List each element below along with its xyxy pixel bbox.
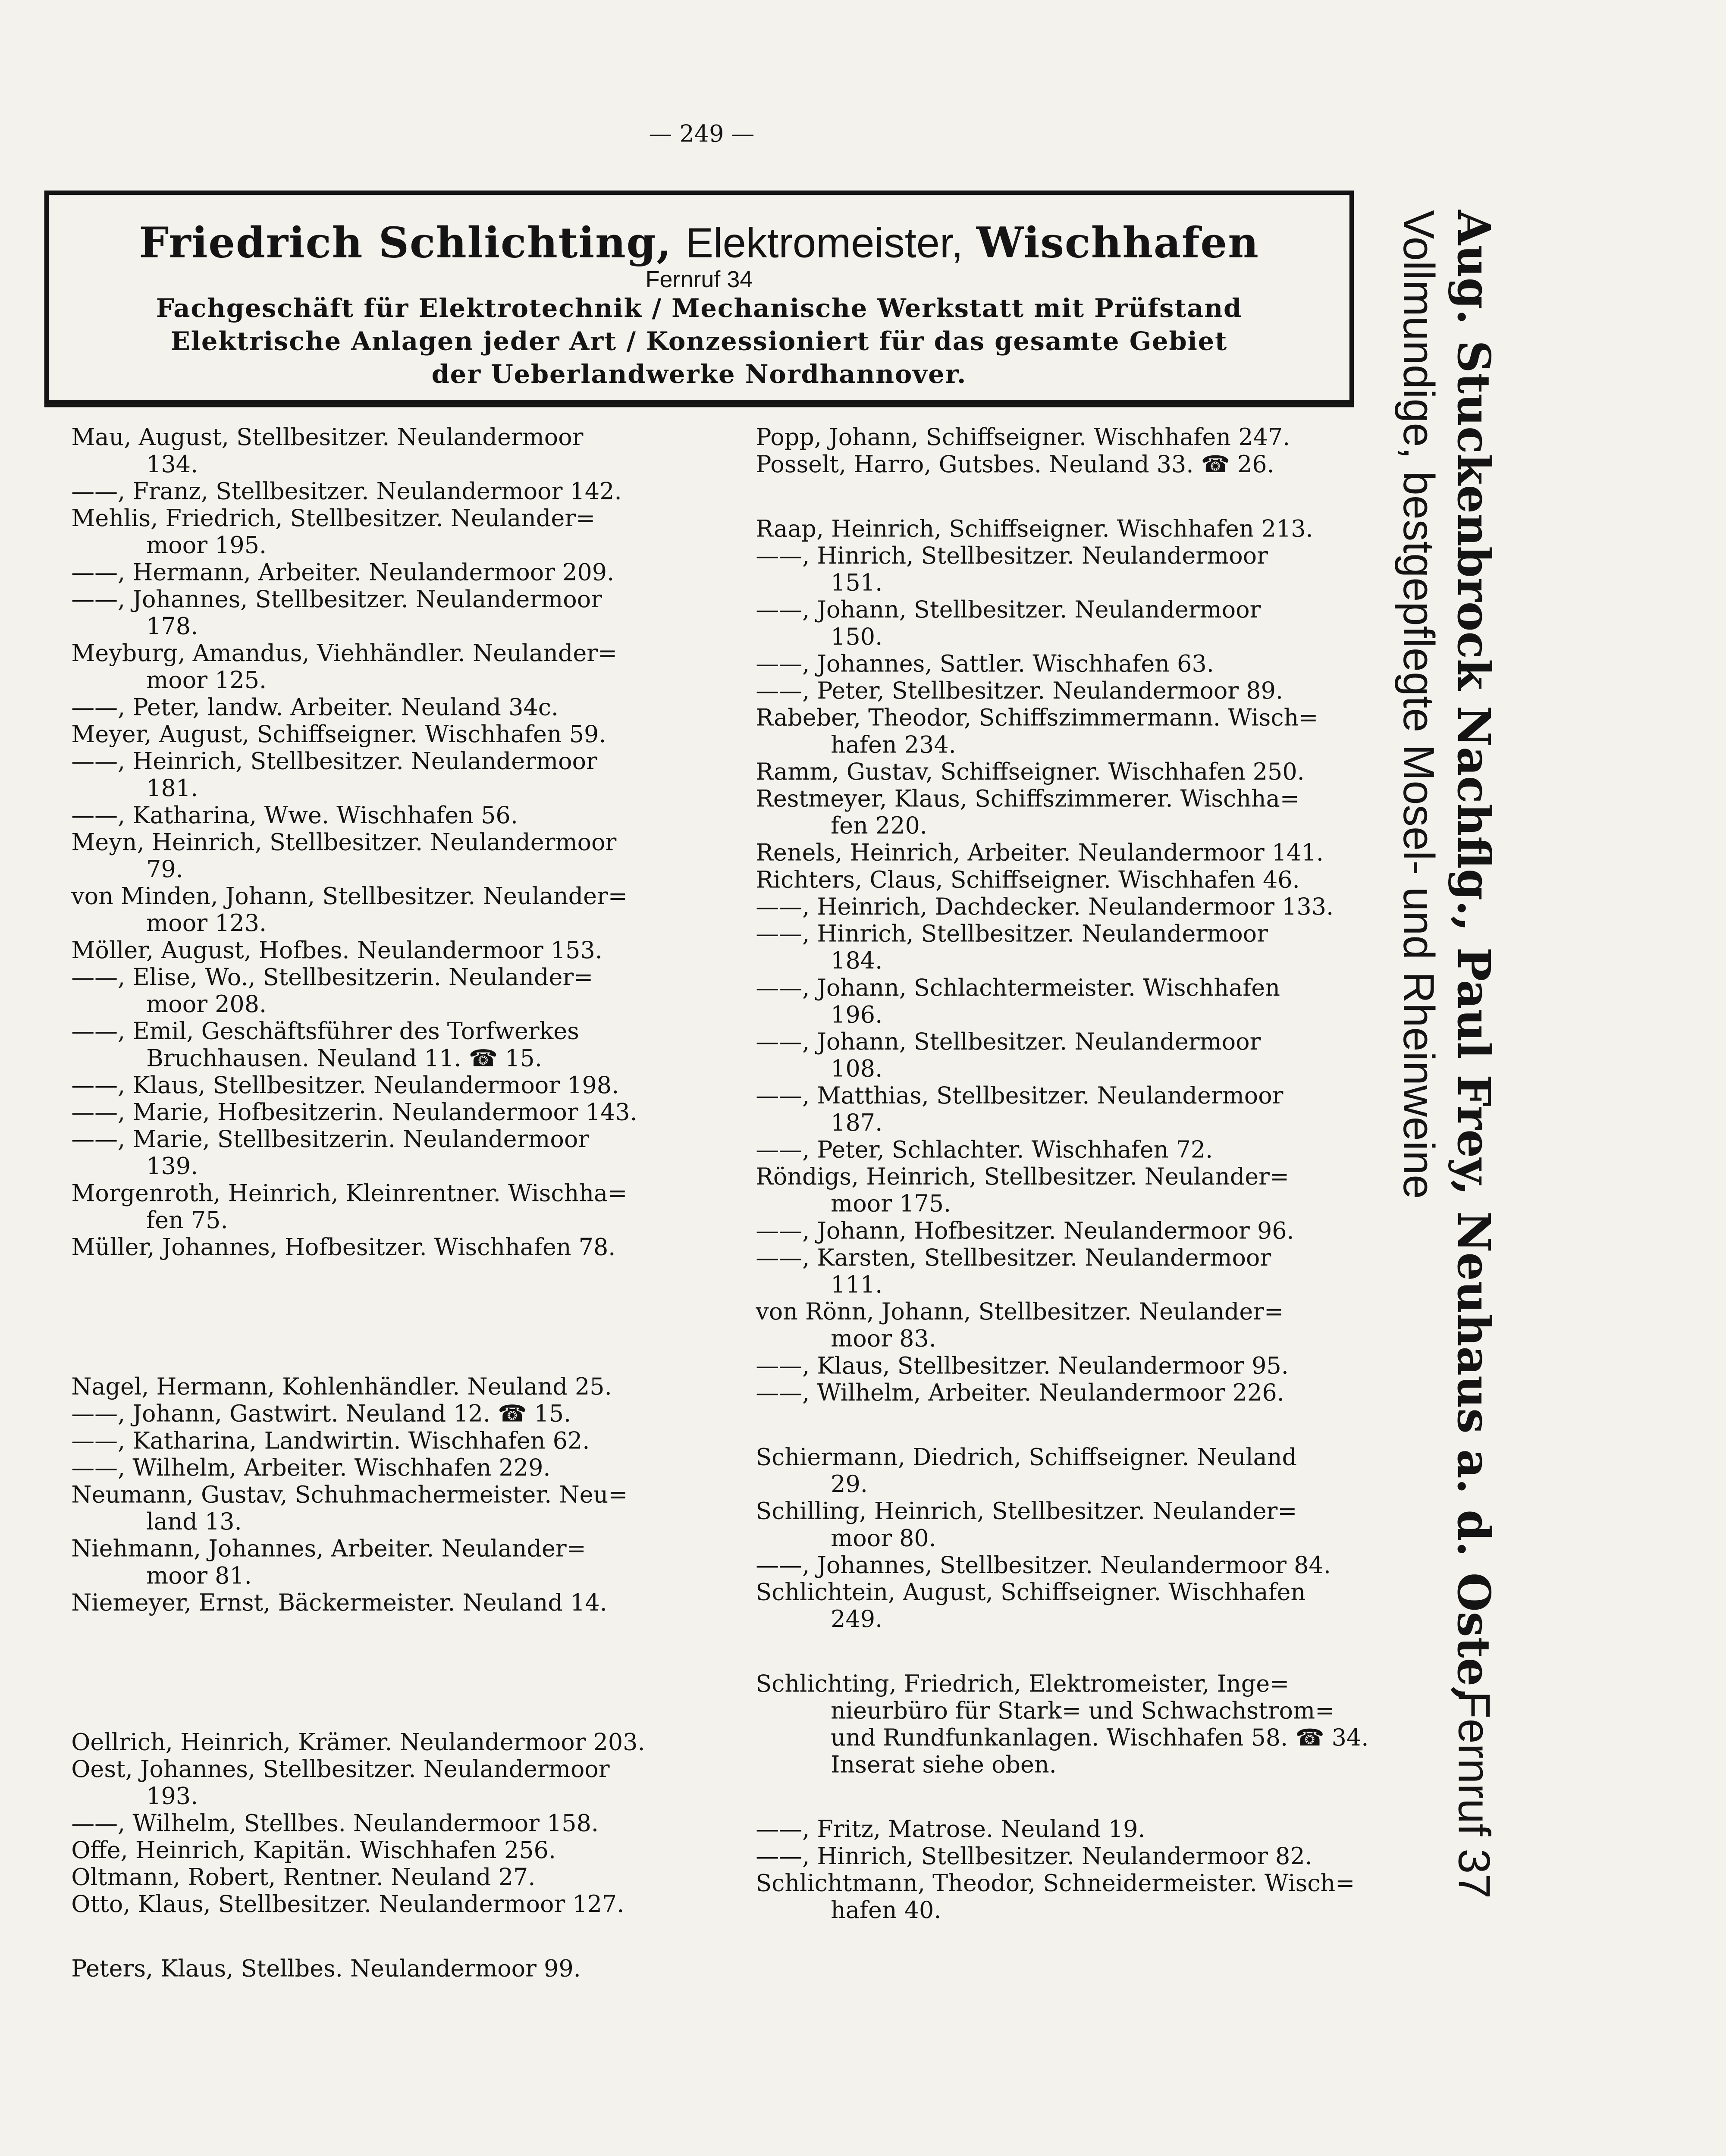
directory-entry xyxy=(756,893,1382,920)
entry-text: ——, Katharina, Wwe. Wischhafen 56. xyxy=(71,801,518,829)
directory-entry xyxy=(71,1955,697,1982)
entry-continuation: moor 175. xyxy=(831,1190,951,1217)
ad-line-1: Fachgeschäft für Elektrotechnik / Mechanische Werkstatt mit Prüfstand xyxy=(156,293,1243,323)
directory-entry xyxy=(756,1163,1382,1217)
entry-text: ——, Johannes, Stellbesitzer. Neulandermoor 84. xyxy=(756,1551,1331,1579)
entry-continuation: moor 81. xyxy=(146,1561,252,1589)
entry-text: ——, Matthias, Stellbesitzer. Neulandermoor xyxy=(756,1081,1284,1109)
entry-continuation: moor 195. xyxy=(146,531,267,559)
entry-text: ——, Emil, Geschäftsführer des Torfwerkes xyxy=(71,1017,579,1045)
directory-entry xyxy=(756,785,1382,839)
directory-entry xyxy=(71,1454,697,1481)
entry-text: Morgenroth, Heinrich, Kleinrentner. Wischha= xyxy=(71,1179,628,1207)
side-ad-line-2: Vollmundige, bestgepflegte Mosel- und Rheinweine xyxy=(1394,210,1444,1199)
entry-continuation: 134. xyxy=(146,450,198,478)
entry-text: Oltmann, Robert, Rentner. Neuland 27. xyxy=(71,1863,536,1891)
entry-text: ——, Elise, Wo., Stellbesitzerin. Neulander= xyxy=(71,963,593,991)
entry-text: Popp, Johann, Schiffseigner. Wischhafen 247. xyxy=(756,423,1290,451)
directory-entry xyxy=(756,596,1382,650)
directory-entry xyxy=(756,1379,1382,1406)
entry-text: Offe, Heinrich, Kapitän. Wischhafen 256. xyxy=(71,1836,556,1864)
section-gap xyxy=(756,1406,1382,1444)
directory-entry xyxy=(756,704,1382,758)
directory-entry xyxy=(756,1028,1382,1082)
directory-entry xyxy=(756,424,1382,451)
directory-entry xyxy=(71,424,697,478)
entry-text: ——, Johann, Hofbesitzer. Neulandermoor 96. xyxy=(756,1216,1294,1244)
directory-entry xyxy=(71,802,697,829)
ad-headline xyxy=(49,218,1349,268)
entry-text: Schlichting, Friedrich, Elektromeister, Inge= xyxy=(756,1670,1290,1697)
ad-town: Wischhafen xyxy=(976,218,1259,268)
section-gap xyxy=(756,478,1382,515)
directory-entry xyxy=(756,1136,1382,1163)
ad-phone: Fernruf 34 xyxy=(645,266,753,293)
directory-entry xyxy=(71,1180,697,1234)
directory-entry xyxy=(71,1864,697,1891)
entry-text: Rabeber, Theodor, Schiffszimmermann. Wisch= xyxy=(756,704,1318,731)
entry-text: ——, Peter, Schlachter. Wischhafen 72. xyxy=(756,1136,1213,1163)
directory-entry xyxy=(71,1755,697,1809)
entry-continuation: 108. xyxy=(831,1055,883,1082)
entry-text: ——, Johann, Stellbesitzer. Neulandermoor xyxy=(756,1028,1261,1056)
entry-text: von Rönn, Johann, Stellbesitzer. Neulander= xyxy=(756,1297,1284,1326)
directory-entry xyxy=(756,866,1382,893)
entry-text: ——, Johann, Stellbesitzer. Neulandermoor xyxy=(756,595,1261,624)
entry-text: Ramm, Gustav, Schiffseigner. Wischhafen 250. xyxy=(756,758,1305,785)
entry-continuation: 151. xyxy=(831,569,883,596)
entry-text: Raap, Heinrich, Schiffseigner. Wischhafen 213. xyxy=(756,514,1313,542)
page-number: — 249 — xyxy=(649,120,755,147)
entry-text: Oest, Johannes, Stellbesitzer. Neulandermoor xyxy=(71,1755,610,1783)
directory-entry xyxy=(756,677,1382,704)
directory-entry xyxy=(71,1018,697,1072)
directory-entry xyxy=(71,1810,697,1837)
directory-entry xyxy=(71,586,697,639)
entry-text: Richters, Claus, Schiffseigner. Wischhafen 46. xyxy=(756,865,1300,893)
directory-entry xyxy=(756,920,1382,974)
section-gap xyxy=(71,1261,697,1373)
entry-continuation: 111. xyxy=(831,1271,883,1298)
entry-text: ——, Wilhelm, Stellbes. Neulandermoor 158. xyxy=(71,1809,599,1837)
directory-entry xyxy=(71,1072,697,1099)
entry-text: Meyer, August, Schiffseigner. Wischhafen 59. xyxy=(71,720,606,748)
entry-text: Niehmann, Johannes, Arbeiter. Neulander= xyxy=(71,1535,586,1562)
entry-text: Mau, August, Stellbesitzer. Neulandermoor xyxy=(71,423,584,451)
directory-entry xyxy=(71,937,697,964)
directory-entry xyxy=(756,1244,1382,1298)
entry-text: Meyburg, Amandus, Viehhändler. Neulander= xyxy=(71,639,618,667)
entry-text: ——, Hermann, Arbeiter. Neulandermoor 209. xyxy=(71,558,615,586)
directory-entry xyxy=(71,1126,697,1180)
entry-continuation: 181. xyxy=(146,774,198,802)
entry-text: ——, Franz, Stellbesitzer. Neulandermoor 142. xyxy=(71,477,622,505)
entry-continuation: Bruchhausen. Neuland 11. ☎ 15. xyxy=(146,1044,542,1072)
directory-entry xyxy=(71,505,697,558)
entry-text: Posselt, Harro, Gutsbes. Neuland 33. ☎ 26. xyxy=(756,450,1274,478)
entry-continuation: hafen 40. xyxy=(831,1896,941,1924)
directory-entry xyxy=(71,1535,697,1589)
directory-entry xyxy=(71,721,697,748)
entry-continuation: 178. xyxy=(146,612,198,640)
entry-text: ——, Hinrich, Stellbesitzer. Neulandermoor xyxy=(756,542,1268,570)
entry-text: Schlichtein, August, Schiffseigner. Wischhafen xyxy=(756,1578,1306,1606)
entry-continuation: 187. xyxy=(831,1109,883,1136)
directory-entry xyxy=(71,478,697,505)
directory-entry xyxy=(756,1352,1382,1379)
side-advertisement xyxy=(1358,210,1500,2017)
entry-text: Möller, August, Hofbes. Neulandermoor 153. xyxy=(71,936,603,964)
directory-entry xyxy=(71,1481,697,1535)
section-gap xyxy=(71,1918,697,1955)
directory-entry xyxy=(71,1891,697,1918)
entry-text: Schlichtmann, Theodor, Schneidermeister. Wisch= xyxy=(756,1869,1355,1897)
entry-text: Otto, Klaus, Stellbesitzer. Neulandermoor 127. xyxy=(71,1890,624,1918)
directory-entry xyxy=(756,1217,1382,1244)
entry-text: ——, Heinrich, Stellbesitzer. Neulandermoor xyxy=(71,747,597,775)
entry-continuation: moor 208. xyxy=(146,990,267,1018)
ad-line-3: der Ueberlandwerke Nordhannover. xyxy=(431,359,967,389)
directory-entry xyxy=(756,1298,1382,1352)
entry-continuation: moor 80. xyxy=(831,1524,936,1552)
entry-text: ——, Hinrich, Stellbesitzer. Neulandermoor 82. xyxy=(756,1842,1312,1870)
directory-entry xyxy=(71,1729,697,1756)
directory-entry xyxy=(756,451,1382,478)
section-gap xyxy=(756,1778,1382,1816)
side-ad-phone: Fernruf 37 xyxy=(1449,1691,1500,1899)
entry-text: ——, Johannes, Stellbesitzer. Neulandermoor xyxy=(71,585,602,613)
directory-entry xyxy=(756,1843,1382,1870)
entry-continuation: hafen 234. xyxy=(831,730,956,758)
entry-text: Peters, Klaus, Stellbes. Neulandermoor 99. xyxy=(71,1955,581,1982)
entry-continuation: moor 83. xyxy=(831,1325,936,1352)
entry-text: von Minden, Johann, Stellbesitzer. Neulander= xyxy=(71,882,628,910)
directory-entry xyxy=(71,1099,697,1126)
directory-entry xyxy=(756,1870,1382,1924)
entry-continuation: nieurbüro für Stark= und Schwachstrom= und Rundfunkanlagen. Wischhafen 58. ☎ 34. Inserat siehe oben. xyxy=(831,1696,1369,1778)
ad-name: Friedrich Schlichting, xyxy=(139,218,672,268)
entry-text: Nagel, Hermann, Kohlenhändler. Neuland 25. xyxy=(71,1373,612,1401)
directory-entry xyxy=(756,1816,1382,1843)
entry-text: Schiermann, Diedrich, Schiffseigner. Neuland xyxy=(756,1443,1297,1471)
directory-entry xyxy=(71,694,697,721)
entry-text: Röndigs, Heinrich, Stellbesitzer. Neulander= xyxy=(756,1163,1290,1191)
directory-entry xyxy=(756,974,1382,1028)
entry-text: ——, Fritz, Matrose. Neuland 19. xyxy=(756,1815,1145,1843)
entry-continuation: land 13. xyxy=(146,1507,242,1536)
entry-text: ——, Heinrich, Dachdecker. Neulandermoor 133. xyxy=(756,893,1334,920)
entry-continuation: fen 220. xyxy=(831,812,927,840)
directory-entry xyxy=(71,829,697,883)
entry-text: ——, Peter, landw. Arbeiter. Neuland 34c. xyxy=(71,693,559,721)
entry-continuation: 139. xyxy=(146,1152,198,1180)
entry-text: ——, Marie, Stellbesitzerin. Neulandermoor xyxy=(71,1125,590,1153)
directory-column-right xyxy=(756,424,1382,1924)
directory-entry xyxy=(756,839,1382,866)
entry-text: ——, Johann, Schlachtermeister. Wischhafen xyxy=(756,974,1280,1001)
directory-entry xyxy=(71,559,697,586)
entry-continuation: 184. xyxy=(831,946,883,975)
entry-text: ——, Klaus, Stellbesitzer. Neulandermoor 198. xyxy=(71,1071,619,1099)
directory-entry xyxy=(756,1551,1382,1579)
entry-text: Oellrich, Heinrich, Krämer. Neulandermoor 203. xyxy=(71,1728,645,1756)
entry-text: Renels, Heinrich, Arbeiter. Neulandermoor 141. xyxy=(756,839,1324,866)
entry-text: Restmeyer, Klaus, Schiffszimmerer. Wischha= xyxy=(756,785,1299,812)
entry-continuation: 150. xyxy=(831,623,883,650)
ad-trade: Elektromeister, xyxy=(685,219,963,266)
entry-continuation: moor 123. xyxy=(146,909,267,937)
entry-continuation: 79. xyxy=(146,855,183,883)
directory-entry xyxy=(756,1498,1382,1551)
entry-text: ——, Marie, Hofbesitzerin. Neulandermoor 143. xyxy=(71,1098,637,1126)
directory-entry xyxy=(71,1589,697,1616)
entry-text: ——, Karsten, Stellbesitzer. Neulandermoor xyxy=(756,1244,1271,1271)
top-advertisement xyxy=(44,191,1354,404)
entry-text: ——, Klaus, Stellbesitzer. Neulandermoor 95. xyxy=(756,1351,1289,1379)
ad-line-2: Elektrische Anlagen jeder Art / Konzessioniert für das gesamte Gebiet xyxy=(170,326,1228,357)
entry-text: Niemeyer, Ernst, Bäckermeister. Neuland 14. xyxy=(71,1589,607,1616)
directory-entry xyxy=(756,1579,1382,1633)
directory-entry xyxy=(756,650,1382,677)
entry-continuation: moor 125. xyxy=(146,666,267,694)
directory-column-left xyxy=(71,424,697,1982)
directory-entry xyxy=(71,1400,697,1427)
directory-entry xyxy=(756,542,1382,596)
entry-text: ——, Wilhelm, Arbeiter. Neulandermoor 226. xyxy=(756,1379,1284,1406)
section-gap xyxy=(71,1616,697,1729)
directory-entry xyxy=(71,1836,697,1864)
entry-text: Meyn, Heinrich, Stellbesitzer. Neulandermoor xyxy=(71,828,617,856)
section-gap xyxy=(756,1633,1382,1670)
entry-text: ——, Johann, Gastwirt. Neuland 12. ☎ 15. xyxy=(71,1400,571,1427)
entry-text: ——, Wilhelm, Arbeiter. Wischhafen 229. xyxy=(71,1454,551,1481)
entry-continuation: 193. xyxy=(146,1782,198,1810)
entry-text: Neumann, Gustav, Schuhmachermeister. Neu= xyxy=(71,1481,628,1508)
entry-continuation: 249. xyxy=(831,1605,883,1633)
directory-entry xyxy=(71,1427,697,1454)
side-ad-line-1: Aug. Stuckenbrock Nachflg., Paul Frey, Neuhaus a. d. Oste, xyxy=(1447,210,1500,1702)
entry-continuation: 29. xyxy=(831,1470,868,1498)
entry-continuation: 196. xyxy=(831,1000,883,1028)
entry-text: Mehlis, Friedrich, Stellbesitzer. Neulander= xyxy=(71,504,596,532)
directory-entry xyxy=(71,1373,697,1400)
entry-continuation: fen 75. xyxy=(146,1206,228,1234)
entry-text: ——, Peter, Stellbesitzer. Neulandermoor 89. xyxy=(756,677,1284,705)
directory-entry xyxy=(756,515,1382,542)
directory-entry xyxy=(756,1444,1382,1498)
entry-text: ——, Hinrich, Stellbesitzer. Neulandermoor xyxy=(756,920,1268,947)
entry-text: Müller, Johannes, Hofbesitzer. Wischhafen 78. xyxy=(71,1233,616,1261)
directory-entry xyxy=(71,748,697,802)
directory-entry xyxy=(71,883,697,937)
directory-entry xyxy=(71,964,697,1018)
entry-text: ——, Johannes, Sattler. Wischhafen 63. xyxy=(756,650,1214,677)
directory-entry xyxy=(756,1082,1382,1136)
entry-text: Schilling, Heinrich, Stellbesitzer. Neulander= xyxy=(756,1497,1297,1525)
directory-entry xyxy=(71,640,697,694)
directory-entry xyxy=(756,758,1382,785)
directory-entry xyxy=(71,1234,697,1261)
entry-text: ——, Katharina, Landwirtin. Wischhafen 62. xyxy=(71,1426,590,1454)
directory-entry xyxy=(756,1670,1382,1778)
